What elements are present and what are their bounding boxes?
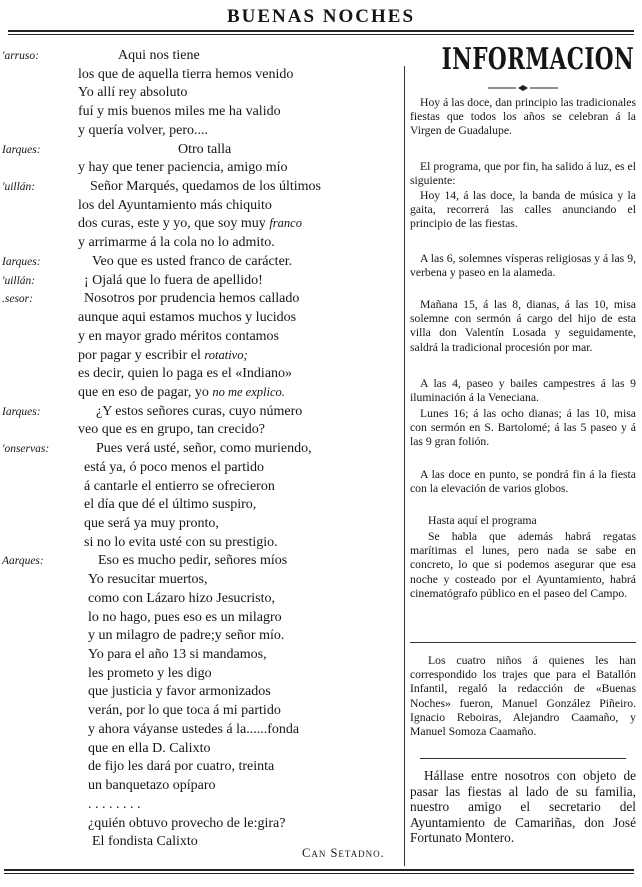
verse-text: veo que es en grupo, tan crecido? xyxy=(78,422,265,438)
poem-line xyxy=(0,142,402,162)
verse-text: Aqui nos tiene xyxy=(118,48,200,63)
poem-line xyxy=(0,703,402,723)
info-paragraph: El programa, que por fin, ha salido á luz, es el siguiente: xyxy=(410,160,636,188)
poem-line xyxy=(0,67,402,87)
verse-italic: franco xyxy=(269,216,302,231)
verse-text: es decir, quien lo paga es el «Indiano» xyxy=(78,366,293,382)
info-paragraph: Hasta aquí el programa xyxy=(428,514,537,527)
poem-line xyxy=(0,591,402,611)
poem-line xyxy=(0,722,402,742)
poem-line xyxy=(0,48,402,68)
verse-text: y ahora váyanse ustedes á la......fonda xyxy=(88,721,300,737)
poem-line xyxy=(0,85,402,105)
speaker-label: 'arruso: xyxy=(2,50,39,62)
poem-line xyxy=(0,291,402,311)
poem-line xyxy=(0,628,402,648)
dialogue-poem xyxy=(0,48,402,860)
poem-line xyxy=(0,460,402,480)
verse-italic: rotativo; xyxy=(204,347,248,362)
section-rule xyxy=(410,642,636,643)
speaker-label: Iarques: xyxy=(2,143,41,156)
speaker-label: 'uillán: xyxy=(2,274,36,287)
info-paragraph: Mañana 15, á las 8, dianas, á las 10, misa solemne con sermón á cargo del hijo de esta villa don Valentín Losada y seguidamente, saldrá la tradicional procesión por mar. xyxy=(410,298,636,354)
header-rule-thin xyxy=(8,34,634,35)
header-rule xyxy=(8,30,634,32)
verse-text: si no lo evita usté con su prestigio. xyxy=(84,534,278,550)
verse-text: que en eso de pagar, yo xyxy=(78,384,209,400)
poem-line xyxy=(0,235,402,255)
verse-text: ¿Y estos señores curas, cuyo número xyxy=(96,403,303,419)
poem-line xyxy=(0,666,402,686)
speaker-label: Aarques: xyxy=(2,555,44,568)
speaker-label: Iarques: xyxy=(2,405,41,418)
info-paragraph: A las 4, paseo y bailes campestres á las 9 iluminación á la Veneciana. xyxy=(410,377,636,405)
boys-note: Los cuatro niños á quienes les han correspondido los trajes que para el Batallón Infantil, regaló la redacción de «Buenas Noches» fueron, Manuel González Piñeiro. Ignacio Reboiras, Alejandro Caamaño, y Manuel Somoza Caamaño. xyxy=(410,654,636,739)
poem-line xyxy=(0,329,402,349)
info-paragraph: Hoy á las doce, dan principio las tradicionales fiestas que todos los años se celebran á la Virgen de Guadalupe. xyxy=(410,96,636,138)
verse-text: dos curas, este y yo, que soy muy xyxy=(78,216,266,232)
poem-line xyxy=(0,216,402,236)
poem-line xyxy=(0,553,402,573)
footer-rule-thin xyxy=(4,873,634,874)
verse-text: Eso es mucho pedir, señores míos xyxy=(98,553,288,569)
speaker-label: .sesor: xyxy=(2,293,33,306)
poem-line xyxy=(0,348,402,368)
verse-text: Yo resucitar muertos, xyxy=(88,572,208,588)
verse-text: les prometo y les digo xyxy=(88,665,212,681)
verse-text: y quería volver, pero.... xyxy=(78,122,209,138)
poem-line xyxy=(0,104,402,124)
poem-line xyxy=(0,778,402,798)
verse-text: un banquetazo opíparo xyxy=(88,778,216,794)
poem-line xyxy=(0,684,402,704)
poem-line xyxy=(0,816,402,836)
poem-line xyxy=(0,422,402,442)
speaker-label: Iarques: xyxy=(2,255,41,268)
poem-line xyxy=(0,385,402,405)
poem-line xyxy=(0,535,402,555)
info-paragraph: Hoy 14, á las doce, la banda de música y la gaita, recorrerá las calles anunciando el principio de las fiestas. xyxy=(410,189,636,231)
verse-text: Yo allí rey absoluto xyxy=(78,85,188,101)
info-paragraph: Se habla que además habrá regatas marítimas el lunes, pero nada se sabe en concreto, lo que si podemos asegurar que esa noche y costeado por el Ayuntamiento, habrá cinematógrafo público en el paseo del Campo. xyxy=(410,530,636,600)
secretary-note: Hállase entre nosotros con objeto de pasar las fiestas al lado de su familia, nuestro amigo el secretario del Ayuntamiento de Camariñas, don José Fortunato Montero. xyxy=(410,768,636,846)
verse-text: los del Ayuntamiento más chiquito xyxy=(78,197,272,213)
verse-text: Yo para el año 13 si mandamos, xyxy=(88,647,267,663)
verse-text: y hay que tener paciencia, amigo mío xyxy=(78,160,288,176)
verse-text: Señor Marqués, quedamos de los últimos xyxy=(90,179,321,195)
verse-text: ¿quién obtuvo provecho de le:gira? xyxy=(88,815,286,831)
verse-text: y en mayor grado méritos contamos xyxy=(78,328,280,344)
verse-text: verán, por lo que toca á mi partido xyxy=(88,703,281,719)
poem-line xyxy=(0,516,402,536)
verse-italic: no me explico. xyxy=(212,384,285,399)
poem-line xyxy=(0,404,402,424)
verse-text: los que de aquella tierra hemos venido xyxy=(78,66,294,82)
verse-text: está ya, ó poco menos el partido xyxy=(84,459,265,475)
column-divider xyxy=(404,66,405,866)
verse-text: por pagar y escribir el xyxy=(78,347,201,363)
verse-text: que justicia y favor armonizados xyxy=(88,684,271,700)
info-paragraph: A las doce en punto, se pondrá fin á la fiesta con la elevación de varios globos. xyxy=(410,468,636,496)
poem-line xyxy=(0,123,402,143)
verse-text: y arrimarme á la cola no lo admito. xyxy=(78,235,275,251)
poem-line xyxy=(0,441,402,461)
poem-line xyxy=(0,797,402,817)
poem-line xyxy=(0,160,402,180)
verse-text: ¡ Ojalá que lo fuera de apellido! xyxy=(84,272,263,288)
poem-line xyxy=(0,759,402,779)
verse-text: aunque aqui estamos muchos y lucidos xyxy=(78,310,297,326)
poem-line xyxy=(0,497,402,517)
info-paragraph: Lunes 16; á las ocho dianas; á las 10, misa con sermón en S. Bartolomé; á las 5 paseo y á las 9 gran folión. xyxy=(410,407,636,449)
verse-text: . . . . . . . . xyxy=(88,796,141,812)
poem-line xyxy=(0,273,402,293)
verse-text: y un milagro de padre;y señor mío. xyxy=(88,628,285,644)
speaker-label: 'uillán: xyxy=(2,181,36,194)
verse-text: de fijo les dará por cuatro, treinta xyxy=(88,759,275,775)
section-title: INFORMACION xyxy=(441,42,635,77)
poem-line xyxy=(0,741,402,761)
verse-text: el día que dé el último suspiro, xyxy=(84,497,257,513)
verse-text: Otro talla xyxy=(178,141,232,157)
info-paragraph: A las 6, solemnes vísperas religiosas y á las 9, verbena y paseo en la alameda. xyxy=(410,252,636,280)
ornament-divider-icon xyxy=(488,84,558,92)
poem-line xyxy=(0,479,402,499)
verse-text: como con Lázaro hizo Jesucristo, xyxy=(88,590,275,606)
poem-line xyxy=(0,254,402,274)
poem-line xyxy=(0,310,402,330)
poem-line xyxy=(0,198,402,218)
poem-line xyxy=(0,179,402,199)
poem-line xyxy=(0,572,402,592)
poem-line xyxy=(0,366,402,386)
verse-text: fuí y mis buenos miles me ha valido xyxy=(78,104,281,120)
verse-text: Veo que es usted franco de carácter. xyxy=(92,253,293,269)
author-signature: Can Setadno. xyxy=(302,846,385,860)
verse-text: lo no hago, pues eso es un milagro xyxy=(88,609,282,625)
newspaper-title: BUENAS NOCHES xyxy=(226,6,416,27)
verse-text: El fondista Calixto xyxy=(92,834,198,850)
verse-text: Pues verá usté, señor, como muriendo, xyxy=(96,441,312,457)
verse-text: Nosotros por prudencia hemos callado xyxy=(84,291,300,307)
page-header xyxy=(0,0,642,40)
verse-text: á cantarle el entierro se ofrecieron xyxy=(84,478,275,494)
footer-rule xyxy=(4,869,634,871)
poem-line xyxy=(0,610,402,630)
speaker-label: 'onservas: xyxy=(2,443,50,456)
section-rule xyxy=(420,758,626,759)
verse-text: que en ella D. Calixto xyxy=(88,740,211,756)
verse-text: que será ya muy pronto, xyxy=(84,516,219,531)
poem-line xyxy=(0,647,402,667)
